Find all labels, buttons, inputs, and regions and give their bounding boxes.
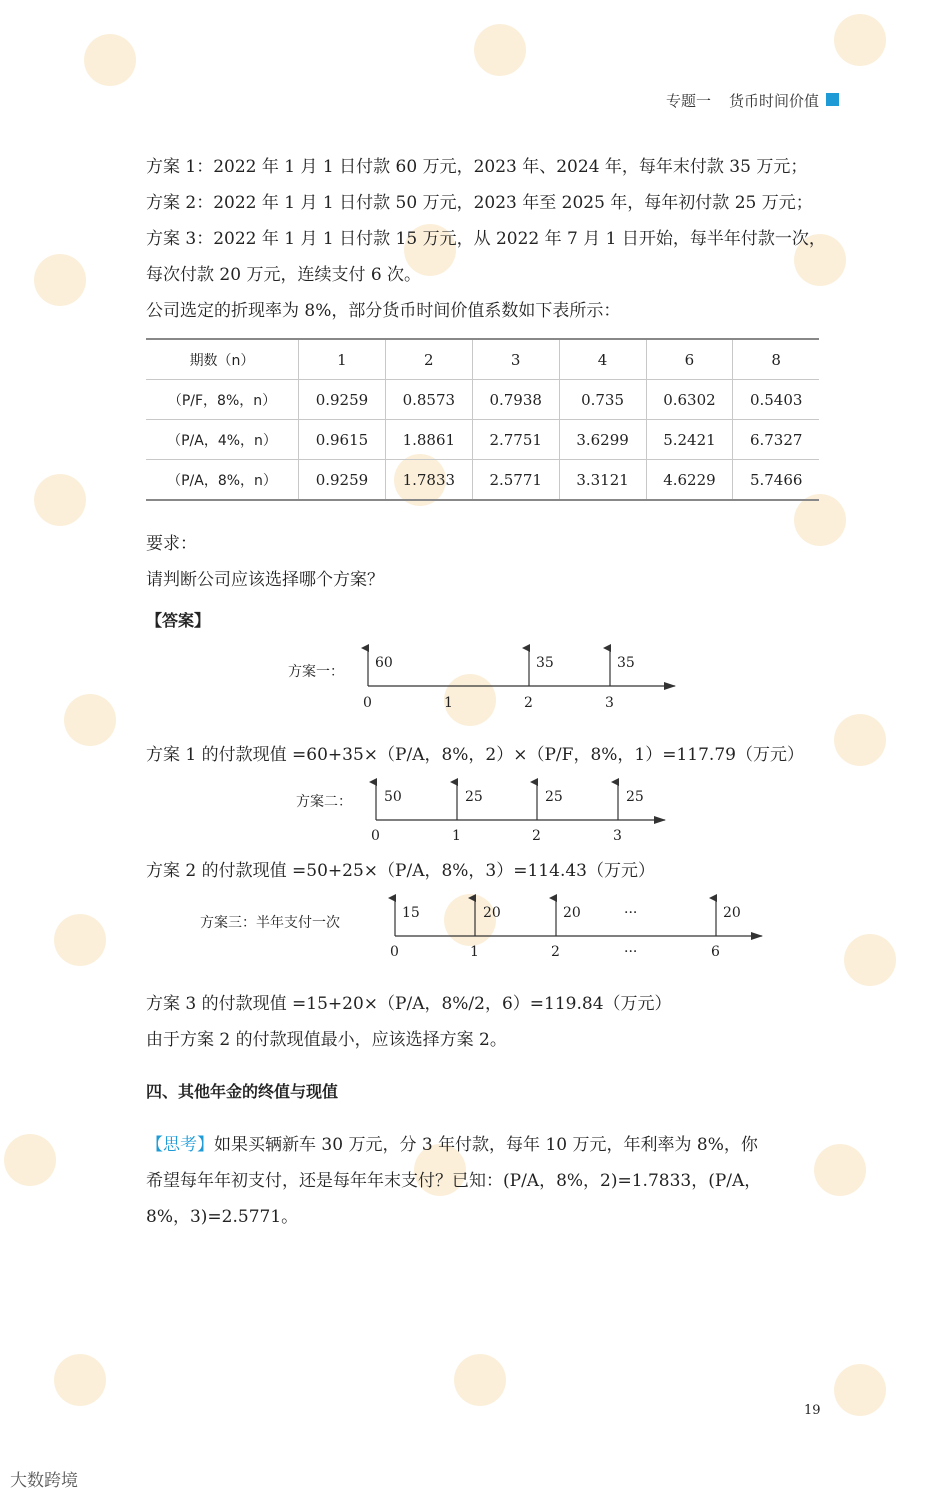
diagram1-tick: 3 <box>605 695 614 711</box>
plan-line-2: 方案 2：2022 年 1 月 1 日付款 50 万元，2023 年至 2025 年，每年初付款 25 万元； <box>146 193 813 213</box>
plan-line-3: 方案 3：2022 年 1 月 1 日付款 15 万元，从 2022 年 7 月 1 日开始，每半年付款一次， <box>146 229 826 249</box>
diagram2-amount: 25 <box>626 789 644 805</box>
diagram3-tick: 1 <box>470 944 479 960</box>
diagram1-amount: 60 <box>375 655 393 671</box>
table-cell: 2.7751 <box>472 420 559 460</box>
conclusion-text: 由于方案 2 的付款现值最小，应该选择方案 2。 <box>146 1030 507 1050</box>
header-title: 货币时间价值 <box>728 92 819 110</box>
requirement-text: 请判断公司应该选择哪个方案？ <box>146 570 384 590</box>
diagram3-amount: 20 <box>563 905 581 921</box>
diagram1-amount: 35 <box>617 655 635 671</box>
table-cell: 5.2421 <box>646 420 733 460</box>
table-cell: 6.7327 <box>733 420 819 460</box>
diagram3-tick: 2 <box>551 944 560 960</box>
answer-label: 【答案】 <box>146 611 211 630</box>
think-line-1 <box>146 1135 758 1155</box>
table-cell: 4.6229 <box>646 460 733 501</box>
think-line-3: 8%，3)=2.5771。 <box>146 1207 299 1227</box>
table-cell: 0.8573 <box>385 380 472 420</box>
header-chapter: 专题一 <box>665 92 711 110</box>
diagram3-label: 方案三：半年支付一次 <box>200 915 340 931</box>
table-cell: 4 <box>559 339 646 380</box>
intro-text: 公司选定的折现率为 8%，部分货币时间价值系数如下表所示： <box>146 301 621 321</box>
table-cell: 6 <box>646 339 733 380</box>
table-cell: 8 <box>733 339 819 380</box>
table-cell: 0.9615 <box>299 420 386 460</box>
think-label: 【思考】 <box>146 1135 214 1155</box>
diagram3-tick: 6 <box>711 944 720 960</box>
table-cell: 2 <box>385 339 472 380</box>
table-cell: 2.5771 <box>472 460 559 501</box>
table-cell: （P/A，8%，n） <box>146 460 299 501</box>
think-text: 如果买辆新车 30 万元，分 3 年付款，每年 10 万元，年利率为 8%，你 <box>214 1135 758 1155</box>
table-cell: 3.3121 <box>559 460 646 501</box>
diagram1-tick: 1 <box>444 695 453 711</box>
table-cell: 0.735 <box>559 380 646 420</box>
diagram2-tick: 1 <box>452 828 461 844</box>
diagram2-tick: 2 <box>532 828 541 844</box>
table-cell: 5.7466 <box>733 460 819 501</box>
diagram3-amount: 15 <box>402 905 420 921</box>
diagram1-tick: 0 <box>363 695 372 711</box>
table-cell: 1 <box>299 339 386 380</box>
diagram3-amount: 20 <box>483 905 501 921</box>
diagram2-tick: 0 <box>371 828 380 844</box>
table-cell: 0.5403 <box>733 380 819 420</box>
calc-plan-3: 方案 3 的付款现值 =15+20×（P/A，8%/2，6）=119.84（万元） <box>146 994 672 1014</box>
diagram2-amount: 50 <box>384 789 402 805</box>
footer-logo <box>10 1466 78 1491</box>
diagram2-amount: 25 <box>545 789 563 805</box>
table-cell: 0.9259 <box>299 460 386 501</box>
diagram1-label: 方案一： <box>288 664 344 680</box>
calc-plan-1: 方案 1 的付款现值 =60+35×（P/A，8%，2）×（P/F，8%，1）=117.79（万元） <box>146 745 804 765</box>
diagram2-label: 方案二： <box>296 794 352 810</box>
table-cell: 期数（n） <box>146 339 299 380</box>
calc-plan-2: 方案 2 的付款现值 =50+25×（P/A，8%，3）=114.43（万元） <box>146 861 655 881</box>
table-cell: 1.7833 <box>385 460 472 501</box>
diagram1-tick: 2 <box>524 695 533 711</box>
diagram1-amount: 35 <box>536 655 554 671</box>
table-cell: （P/F，8%，n） <box>146 380 299 420</box>
table-cell: 1.8861 <box>385 420 472 460</box>
table-cell: 0.9259 <box>299 380 386 420</box>
diagram2-tick: 3 <box>613 828 622 844</box>
diagram3-tick: 0 <box>390 944 399 960</box>
table-cell: 0.6302 <box>646 380 733 420</box>
plan-line-4: 每次付款 20 万元，连续支付 6 次。 <box>146 265 422 285</box>
requirement-label: 要求： <box>146 534 197 554</box>
think-line-2: 希望每年年初支付，还是每年年末支付？已知：(P/A，8%，2)=1.7833，(P/A， <box>146 1171 762 1191</box>
table-cell: 0.7938 <box>472 380 559 420</box>
diagram3-tick: ··· <box>624 944 638 960</box>
page-number: 19 <box>804 1403 821 1418</box>
diagram3-amount: ··· <box>624 905 638 921</box>
table-cell: 3.6299 <box>559 420 646 460</box>
section-title: 四、其他年金的终值与现值 <box>146 1082 339 1101</box>
diagram3-amount: 20 <box>723 905 741 921</box>
plan-line-1: 方案 1：2022 年 1 月 1 日付款 60 万元，2023 年、2024 年，每年末付款 35 万元； <box>146 157 808 177</box>
diagram2-amount: 25 <box>465 789 483 805</box>
footer-logo-text: 大数跨境 <box>10 1471 78 1491</box>
table-cell: （P/A，4%，n） <box>146 420 299 460</box>
table-cell: 3 <box>472 339 559 380</box>
